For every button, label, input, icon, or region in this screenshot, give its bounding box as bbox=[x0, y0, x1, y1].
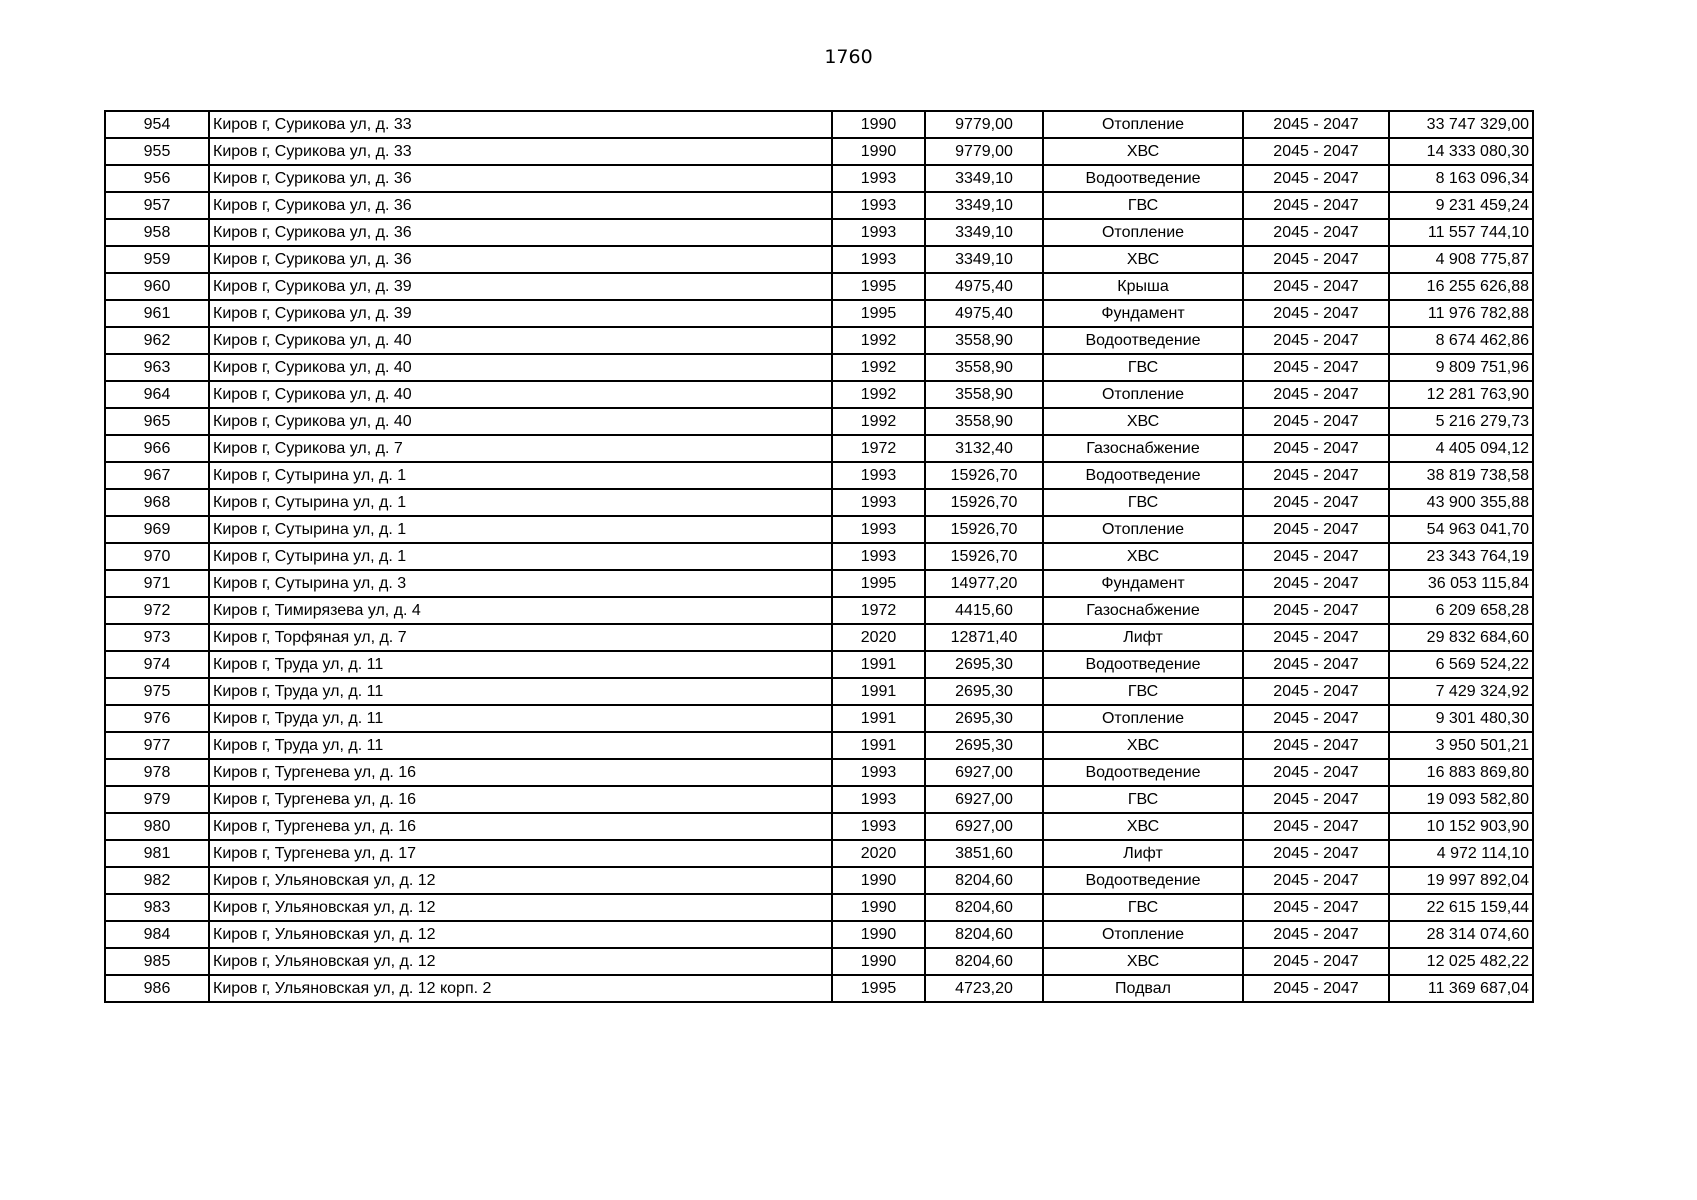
row-number-cell: 970 bbox=[105, 543, 209, 570]
address-cell: Киров г, Сурикова ул, д. 7 bbox=[209, 435, 832, 462]
cost-cell: 9 231 459,24 bbox=[1389, 192, 1533, 219]
row-number-cell: 971 bbox=[105, 570, 209, 597]
address-cell: Киров г, Сурикова ул, д. 39 bbox=[209, 300, 832, 327]
row-number-cell: 977 bbox=[105, 732, 209, 759]
work-type-cell: Отопление bbox=[1043, 705, 1243, 732]
row-number-cell: 983 bbox=[105, 894, 209, 921]
cost-cell: 38 819 738,58 bbox=[1389, 462, 1533, 489]
cost-cell: 19 093 582,80 bbox=[1389, 786, 1533, 813]
work-type-cell: ХВС bbox=[1043, 246, 1243, 273]
work-type-cell: ХВС bbox=[1043, 408, 1243, 435]
address-cell: Киров г, Тургенева ул, д. 16 bbox=[209, 813, 832, 840]
row-number-cell: 980 bbox=[105, 813, 209, 840]
work-type-cell: Водоотведение bbox=[1043, 867, 1243, 894]
row-number-cell: 982 bbox=[105, 867, 209, 894]
address-cell: Киров г, Тургенева ул, д. 16 bbox=[209, 759, 832, 786]
area-cell: 9779,00 bbox=[925, 138, 1043, 165]
cost-cell: 36 053 115,84 bbox=[1389, 570, 1533, 597]
table-row bbox=[105, 246, 1533, 273]
row-number-cell: 976 bbox=[105, 705, 209, 732]
period-cell: 2045 - 2047 bbox=[1243, 192, 1389, 219]
table-row bbox=[105, 813, 1533, 840]
cost-cell: 9 809 751,96 bbox=[1389, 354, 1533, 381]
registry-table bbox=[104, 110, 1534, 1003]
address-cell: Киров г, Сутырина ул, д. 1 bbox=[209, 543, 832, 570]
table-row bbox=[105, 651, 1533, 678]
table-row bbox=[105, 975, 1533, 1002]
period-cell: 2045 - 2047 bbox=[1243, 921, 1389, 948]
table-row bbox=[105, 489, 1533, 516]
area-cell: 3132,40 bbox=[925, 435, 1043, 462]
table-row bbox=[105, 300, 1533, 327]
work-type-cell: Газоснабжение bbox=[1043, 435, 1243, 462]
row-number-cell: 972 bbox=[105, 597, 209, 624]
period-cell: 2045 - 2047 bbox=[1243, 462, 1389, 489]
work-type-cell: ХВС bbox=[1043, 813, 1243, 840]
year-cell: 1990 bbox=[832, 867, 925, 894]
cost-cell: 8 674 462,86 bbox=[1389, 327, 1533, 354]
work-type-cell: ХВС bbox=[1043, 543, 1243, 570]
area-cell: 6927,00 bbox=[925, 786, 1043, 813]
year-cell: 1990 bbox=[832, 894, 925, 921]
area-cell: 4975,40 bbox=[925, 273, 1043, 300]
area-cell: 3558,90 bbox=[925, 408, 1043, 435]
area-cell: 3349,10 bbox=[925, 165, 1043, 192]
table-row bbox=[105, 327, 1533, 354]
period-cell: 2045 - 2047 bbox=[1243, 786, 1389, 813]
cost-cell: 19 997 892,04 bbox=[1389, 867, 1533, 894]
area-cell: 2695,30 bbox=[925, 651, 1043, 678]
year-cell: 1972 bbox=[832, 435, 925, 462]
address-cell: Киров г, Тургенева ул, д. 17 bbox=[209, 840, 832, 867]
cost-cell: 28 314 074,60 bbox=[1389, 921, 1533, 948]
address-cell: Киров г, Труда ул, д. 11 bbox=[209, 678, 832, 705]
area-cell: 3558,90 bbox=[925, 381, 1043, 408]
address-cell: Киров г, Труда ул, д. 11 bbox=[209, 732, 832, 759]
cost-cell: 16 255 626,88 bbox=[1389, 273, 1533, 300]
address-cell: Киров г, Ульяновская ул, д. 12 bbox=[209, 921, 832, 948]
address-cell: Киров г, Труда ул, д. 11 bbox=[209, 651, 832, 678]
address-cell: Киров г, Сурикова ул, д. 36 bbox=[209, 165, 832, 192]
address-cell: Киров г, Сурикова ул, д. 36 bbox=[209, 219, 832, 246]
period-cell: 2045 - 2047 bbox=[1243, 489, 1389, 516]
row-number-cell: 957 bbox=[105, 192, 209, 219]
cost-cell: 11 369 687,04 bbox=[1389, 975, 1533, 1002]
work-type-cell: ХВС bbox=[1043, 732, 1243, 759]
table-row bbox=[105, 462, 1533, 489]
cost-cell: 14 333 080,30 bbox=[1389, 138, 1533, 165]
period-cell: 2045 - 2047 bbox=[1243, 273, 1389, 300]
period-cell: 2045 - 2047 bbox=[1243, 840, 1389, 867]
work-type-cell: ГВС bbox=[1043, 786, 1243, 813]
row-number-cell: 954 bbox=[105, 111, 209, 138]
year-cell: 1990 bbox=[832, 138, 925, 165]
area-cell: 3558,90 bbox=[925, 327, 1043, 354]
table-row bbox=[105, 192, 1533, 219]
table-row bbox=[105, 273, 1533, 300]
table-row bbox=[105, 705, 1533, 732]
year-cell: 1993 bbox=[832, 246, 925, 273]
work-type-cell: Отопление bbox=[1043, 516, 1243, 543]
work-type-cell: Отопление bbox=[1043, 219, 1243, 246]
period-cell: 2045 - 2047 bbox=[1243, 894, 1389, 921]
address-cell: Киров г, Ульяновская ул, д. 12 bbox=[209, 867, 832, 894]
period-cell: 2045 - 2047 bbox=[1243, 435, 1389, 462]
work-type-cell: ХВС bbox=[1043, 948, 1243, 975]
area-cell: 4975,40 bbox=[925, 300, 1043, 327]
table-row bbox=[105, 435, 1533, 462]
row-number-cell: 968 bbox=[105, 489, 209, 516]
year-cell: 1990 bbox=[832, 111, 925, 138]
address-cell: Киров г, Сутырина ул, д. 3 bbox=[209, 570, 832, 597]
row-number-cell: 955 bbox=[105, 138, 209, 165]
work-type-cell: ГВС bbox=[1043, 894, 1243, 921]
period-cell: 2045 - 2047 bbox=[1243, 624, 1389, 651]
area-cell: 3349,10 bbox=[925, 192, 1043, 219]
table-row bbox=[105, 165, 1533, 192]
table-row bbox=[105, 921, 1533, 948]
row-number-cell: 956 bbox=[105, 165, 209, 192]
year-cell: 1993 bbox=[832, 516, 925, 543]
row-number-cell: 962 bbox=[105, 327, 209, 354]
cost-cell: 9 301 480,30 bbox=[1389, 705, 1533, 732]
period-cell: 2045 - 2047 bbox=[1243, 219, 1389, 246]
year-cell: 2020 bbox=[832, 840, 925, 867]
period-cell: 2045 - 2047 bbox=[1243, 516, 1389, 543]
period-cell: 2045 - 2047 bbox=[1243, 408, 1389, 435]
address-cell: Киров г, Ульяновская ул, д. 12 bbox=[209, 948, 832, 975]
table-row bbox=[105, 840, 1533, 867]
year-cell: 1993 bbox=[832, 165, 925, 192]
period-cell: 2045 - 2047 bbox=[1243, 246, 1389, 273]
cost-cell: 33 747 329,00 bbox=[1389, 111, 1533, 138]
page-number: 1760 bbox=[824, 46, 873, 68]
cost-cell: 12 025 482,22 bbox=[1389, 948, 1533, 975]
address-cell: Киров г, Тимирязева ул, д. 4 bbox=[209, 597, 832, 624]
work-type-cell: Водоотведение bbox=[1043, 165, 1243, 192]
row-number-cell: 967 bbox=[105, 462, 209, 489]
cost-cell: 11 976 782,88 bbox=[1389, 300, 1533, 327]
period-cell: 2045 - 2047 bbox=[1243, 948, 1389, 975]
cost-cell: 10 152 903,90 bbox=[1389, 813, 1533, 840]
address-cell: Киров г, Ульяновская ул, д. 12 bbox=[209, 894, 832, 921]
period-cell: 2045 - 2047 bbox=[1243, 705, 1389, 732]
period-cell: 2045 - 2047 bbox=[1243, 300, 1389, 327]
work-type-cell: Водоотведение bbox=[1043, 651, 1243, 678]
work-type-cell: Водоотведение bbox=[1043, 759, 1243, 786]
cost-cell: 12 281 763,90 bbox=[1389, 381, 1533, 408]
address-cell: Киров г, Сурикова ул, д. 33 bbox=[209, 111, 832, 138]
address-cell: Киров г, Сурикова ул, д. 40 bbox=[209, 381, 832, 408]
table-row bbox=[105, 867, 1533, 894]
cost-cell: 11 557 744,10 bbox=[1389, 219, 1533, 246]
table-row bbox=[105, 759, 1533, 786]
year-cell: 1995 bbox=[832, 975, 925, 1002]
address-cell: Киров г, Сурикова ул, д. 40 bbox=[209, 408, 832, 435]
area-cell: 4723,20 bbox=[925, 975, 1043, 1002]
table-row bbox=[105, 786, 1533, 813]
cost-cell: 4 405 094,12 bbox=[1389, 435, 1533, 462]
year-cell: 1993 bbox=[832, 192, 925, 219]
row-number-cell: 973 bbox=[105, 624, 209, 651]
table-row bbox=[105, 597, 1533, 624]
cost-cell: 22 615 159,44 bbox=[1389, 894, 1533, 921]
area-cell: 3349,10 bbox=[925, 246, 1043, 273]
area-cell: 8204,60 bbox=[925, 921, 1043, 948]
period-cell: 2045 - 2047 bbox=[1243, 678, 1389, 705]
year-cell: 1992 bbox=[832, 408, 925, 435]
work-type-cell: Лифт bbox=[1043, 624, 1243, 651]
area-cell: 2695,30 bbox=[925, 678, 1043, 705]
year-cell: 1991 bbox=[832, 705, 925, 732]
table-row bbox=[105, 138, 1533, 165]
period-cell: 2045 - 2047 bbox=[1243, 111, 1389, 138]
row-number-cell: 959 bbox=[105, 246, 209, 273]
cost-cell: 23 343 764,19 bbox=[1389, 543, 1533, 570]
table-row bbox=[105, 678, 1533, 705]
year-cell: 1972 bbox=[832, 597, 925, 624]
year-cell: 1992 bbox=[832, 381, 925, 408]
address-cell: Киров г, Сурикова ул, д. 36 bbox=[209, 246, 832, 273]
cost-cell: 3 950 501,21 bbox=[1389, 732, 1533, 759]
area-cell: 15926,70 bbox=[925, 489, 1043, 516]
period-cell: 2045 - 2047 bbox=[1243, 138, 1389, 165]
address-cell: Киров г, Сурикова ул, д. 33 bbox=[209, 138, 832, 165]
year-cell: 1995 bbox=[832, 300, 925, 327]
year-cell: 1995 bbox=[832, 570, 925, 597]
year-cell: 1993 bbox=[832, 543, 925, 570]
area-cell: 8204,60 bbox=[925, 948, 1043, 975]
period-cell: 2045 - 2047 bbox=[1243, 651, 1389, 678]
row-number-cell: 985 bbox=[105, 948, 209, 975]
table-row bbox=[105, 732, 1533, 759]
address-cell: Киров г, Сутырина ул, д. 1 bbox=[209, 462, 832, 489]
address-cell: Киров г, Торфяная ул, д. 7 bbox=[209, 624, 832, 651]
year-cell: 1993 bbox=[832, 462, 925, 489]
row-number-cell: 965 bbox=[105, 408, 209, 435]
address-cell: Киров г, Тургенева ул, д. 16 bbox=[209, 786, 832, 813]
table-row bbox=[105, 894, 1533, 921]
period-cell: 2045 - 2047 bbox=[1243, 813, 1389, 840]
work-type-cell: Крыша bbox=[1043, 273, 1243, 300]
cost-cell: 43 900 355,88 bbox=[1389, 489, 1533, 516]
row-number-cell: 978 bbox=[105, 759, 209, 786]
work-type-cell: Газоснабжение bbox=[1043, 597, 1243, 624]
cost-cell: 29 832 684,60 bbox=[1389, 624, 1533, 651]
period-cell: 2045 - 2047 bbox=[1243, 543, 1389, 570]
table-row bbox=[105, 516, 1533, 543]
work-type-cell: Отопление bbox=[1043, 111, 1243, 138]
area-cell: 6927,00 bbox=[925, 813, 1043, 840]
work-type-cell: ГВС bbox=[1043, 678, 1243, 705]
table-row bbox=[105, 219, 1533, 246]
table-row bbox=[105, 624, 1533, 651]
area-cell: 9779,00 bbox=[925, 111, 1043, 138]
year-cell: 1990 bbox=[832, 948, 925, 975]
address-cell: Киров г, Труда ул, д. 11 bbox=[209, 705, 832, 732]
work-type-cell: Лифт bbox=[1043, 840, 1243, 867]
year-cell: 1993 bbox=[832, 219, 925, 246]
work-type-cell: Отопление bbox=[1043, 381, 1243, 408]
table-row bbox=[105, 111, 1533, 138]
year-cell: 1995 bbox=[832, 273, 925, 300]
area-cell: 8204,60 bbox=[925, 894, 1043, 921]
table-row bbox=[105, 408, 1533, 435]
cost-cell: 6 569 524,22 bbox=[1389, 651, 1533, 678]
cost-cell: 6 209 658,28 bbox=[1389, 597, 1533, 624]
area-cell: 3558,90 bbox=[925, 354, 1043, 381]
table-row bbox=[105, 543, 1533, 570]
cost-cell: 8 163 096,34 bbox=[1389, 165, 1533, 192]
row-number-cell: 986 bbox=[105, 975, 209, 1002]
area-cell: 15926,70 bbox=[925, 516, 1043, 543]
period-cell: 2045 - 2047 bbox=[1243, 381, 1389, 408]
year-cell: 1991 bbox=[832, 732, 925, 759]
area-cell: 3349,10 bbox=[925, 219, 1043, 246]
row-number-cell: 974 bbox=[105, 651, 209, 678]
area-cell: 6927,00 bbox=[925, 759, 1043, 786]
period-cell: 2045 - 2047 bbox=[1243, 975, 1389, 1002]
row-number-cell: 975 bbox=[105, 678, 209, 705]
row-number-cell: 969 bbox=[105, 516, 209, 543]
work-type-cell: ГВС bbox=[1043, 192, 1243, 219]
year-cell: 1991 bbox=[832, 678, 925, 705]
area-cell: 8204,60 bbox=[925, 867, 1043, 894]
year-cell: 1990 bbox=[832, 921, 925, 948]
row-number-cell: 979 bbox=[105, 786, 209, 813]
address-cell: Киров г, Ульяновская ул, д. 12 корп. 2 bbox=[209, 975, 832, 1002]
year-cell: 1993 bbox=[832, 813, 925, 840]
year-cell: 2020 bbox=[832, 624, 925, 651]
period-cell: 2045 - 2047 bbox=[1243, 165, 1389, 192]
cost-cell: 54 963 041,70 bbox=[1389, 516, 1533, 543]
address-cell: Киров г, Сурикова ул, д. 40 bbox=[209, 354, 832, 381]
row-number-cell: 963 bbox=[105, 354, 209, 381]
work-type-cell: Фундамент bbox=[1043, 300, 1243, 327]
address-cell: Киров г, Сурикова ул, д. 36 bbox=[209, 192, 832, 219]
work-type-cell: Подвал bbox=[1043, 975, 1243, 1002]
year-cell: 1993 bbox=[832, 786, 925, 813]
area-cell: 15926,70 bbox=[925, 543, 1043, 570]
row-number-cell: 958 bbox=[105, 219, 209, 246]
address-cell: Киров г, Сурикова ул, д. 39 bbox=[209, 273, 832, 300]
address-cell: Киров г, Сурикова ул, д. 40 bbox=[209, 327, 832, 354]
year-cell: 1992 bbox=[832, 354, 925, 381]
work-type-cell: ХВС bbox=[1043, 138, 1243, 165]
cost-cell: 5 216 279,73 bbox=[1389, 408, 1533, 435]
cost-cell: 4 972 114,10 bbox=[1389, 840, 1533, 867]
period-cell: 2045 - 2047 bbox=[1243, 354, 1389, 381]
work-type-cell: ГВС bbox=[1043, 354, 1243, 381]
period-cell: 2045 - 2047 bbox=[1243, 570, 1389, 597]
area-cell: 2695,30 bbox=[925, 705, 1043, 732]
area-cell: 12871,40 bbox=[925, 624, 1043, 651]
row-number-cell: 961 bbox=[105, 300, 209, 327]
table-row bbox=[105, 570, 1533, 597]
area-cell: 4415,60 bbox=[925, 597, 1043, 624]
cost-cell: 7 429 324,92 bbox=[1389, 678, 1533, 705]
work-type-cell: ГВС bbox=[1043, 489, 1243, 516]
row-number-cell: 960 bbox=[105, 273, 209, 300]
period-cell: 2045 - 2047 bbox=[1243, 867, 1389, 894]
year-cell: 1993 bbox=[832, 759, 925, 786]
work-type-cell: Водоотведение bbox=[1043, 327, 1243, 354]
year-cell: 1992 bbox=[832, 327, 925, 354]
period-cell: 2045 - 2047 bbox=[1243, 732, 1389, 759]
table-row bbox=[105, 948, 1533, 975]
table-row bbox=[105, 381, 1533, 408]
year-cell: 1993 bbox=[832, 489, 925, 516]
cost-cell: 16 883 869,80 bbox=[1389, 759, 1533, 786]
work-type-cell: Фундамент bbox=[1043, 570, 1243, 597]
area-cell: 2695,30 bbox=[925, 732, 1043, 759]
work-type-cell: Отопление bbox=[1043, 921, 1243, 948]
area-cell: 15926,70 bbox=[925, 462, 1043, 489]
area-cell: 3851,60 bbox=[925, 840, 1043, 867]
area-cell: 14977,20 bbox=[925, 570, 1043, 597]
address-cell: Киров г, Сутырина ул, д. 1 bbox=[209, 516, 832, 543]
period-cell: 2045 - 2047 bbox=[1243, 597, 1389, 624]
row-number-cell: 981 bbox=[105, 840, 209, 867]
address-cell: Киров г, Сутырина ул, д. 1 bbox=[209, 489, 832, 516]
work-type-cell: Водоотведение bbox=[1043, 462, 1243, 489]
row-number-cell: 964 bbox=[105, 381, 209, 408]
cost-cell: 4 908 775,87 bbox=[1389, 246, 1533, 273]
table-body bbox=[105, 111, 1533, 1002]
period-cell: 2045 - 2047 bbox=[1243, 759, 1389, 786]
year-cell: 1991 bbox=[832, 651, 925, 678]
period-cell: 2045 - 2047 bbox=[1243, 327, 1389, 354]
row-number-cell: 966 bbox=[105, 435, 209, 462]
table-row bbox=[105, 354, 1533, 381]
row-number-cell: 984 bbox=[105, 921, 209, 948]
